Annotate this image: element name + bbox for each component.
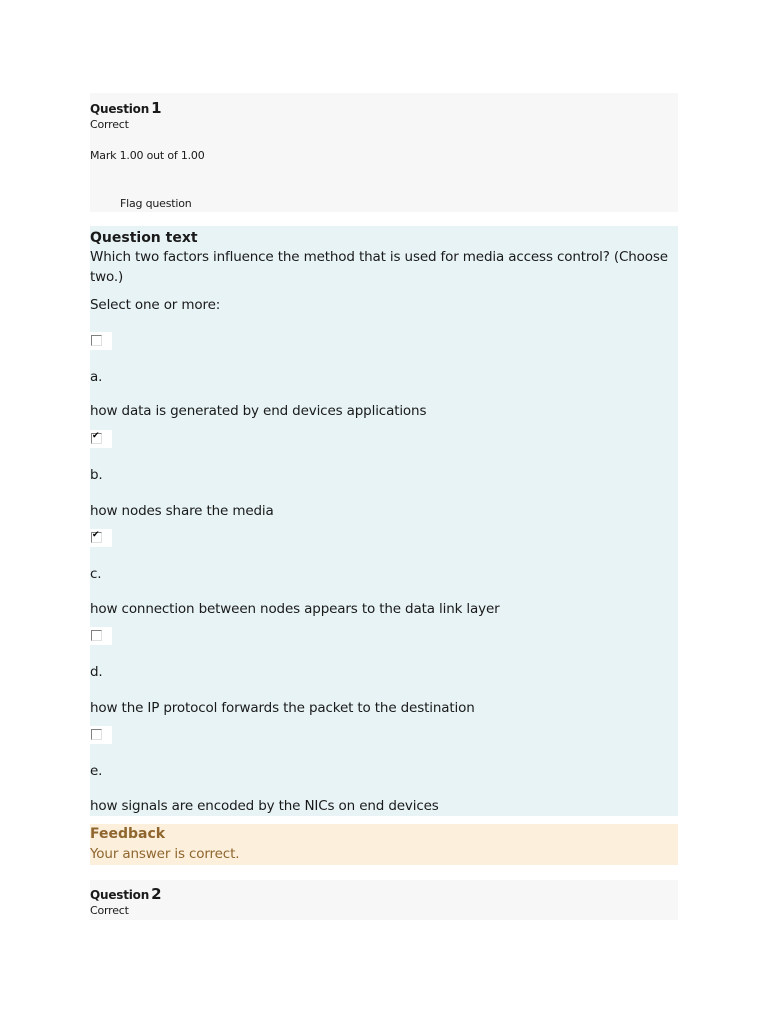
question-2-number: 2 [151,885,162,903]
question-2-label [90,885,161,903]
option-d-letter: d. [90,664,103,680]
option-c-letter: c. [90,566,102,582]
feedback-text: Your answer is correct. [90,846,240,862]
option-a-letter: a. [90,369,103,385]
feedback-heading: Feedback [90,826,166,842]
checkmark-icon: ✔ [92,431,100,441]
option-e-letter: e. [90,763,103,779]
option-a-checkbox[interactable] [90,332,112,350]
checkbox-unchecked-icon [91,729,102,740]
option-b-text[interactable]: how nodes share the media [90,503,274,519]
feedback-box [90,824,678,865]
question-1-label [90,99,161,117]
select-instruction: Select one or more: [90,297,221,313]
question-text-heading: Question text [90,230,198,246]
option-d-checkbox[interactable] [90,627,112,645]
question-prompt-line-2: two.) [90,269,124,285]
question-2-info [90,880,678,920]
question-1-state: Correct [90,118,129,131]
question-1-content [90,226,678,816]
option-c-checkbox[interactable] [90,529,112,547]
question-2-label-text: Question [90,888,150,902]
question-1-number: 1 [151,99,162,117]
question-prompt-line-1: Which two factors influence the method that is used for media access control? (Choose [90,249,668,265]
option-e-text[interactable]: how signals are encoded by the NICs on end devices [90,798,439,814]
option-b-checkbox[interactable] [90,430,112,448]
question-1-mark: Mark 1.00 out of 1.00 [90,149,205,162]
question-1-info [90,93,678,212]
option-c-text[interactable]: how connection between nodes appears to the data link layer [90,601,500,617]
option-b-letter: b. [90,467,103,483]
option-e-checkbox[interactable] [90,726,112,744]
question-1-label-text: Question [90,102,150,116]
checkbox-unchecked-icon [91,630,102,641]
option-d-text[interactable]: how the IP protocol forwards the packet to the destination [90,700,475,716]
checkbox-unchecked-icon [91,335,102,346]
option-a-text[interactable]: how data is generated by end devices applications [90,403,427,419]
question-2-state: Correct [90,904,129,917]
flag-question-link[interactable]: Flag question [120,197,192,210]
checkmark-icon: ✔ [92,530,100,540]
